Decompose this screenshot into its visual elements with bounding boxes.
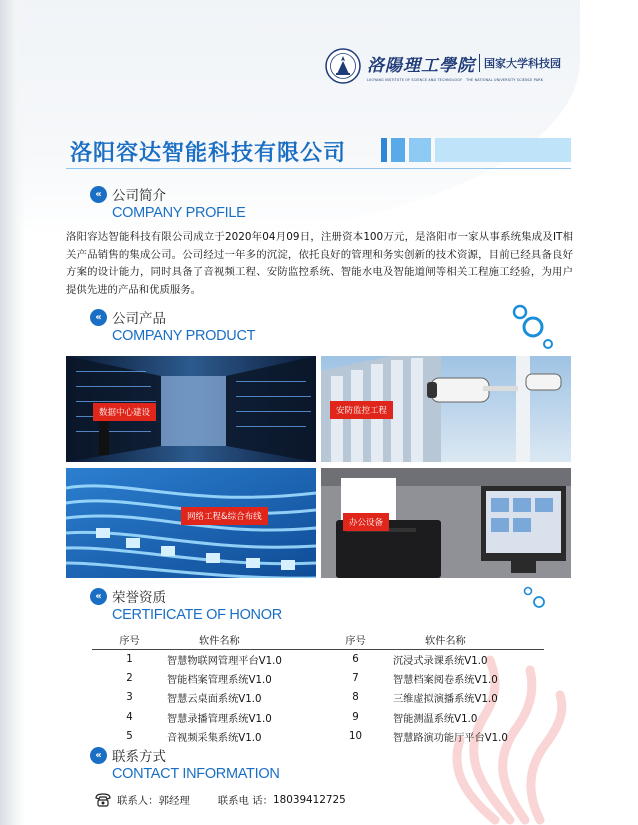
cell-name: 智能测温系统V1.0	[393, 713, 478, 725]
double-chevron-icon: «	[90, 588, 107, 605]
product-section-header	[90, 307, 255, 344]
product-tag-network: 网络工程&综合布线	[181, 507, 268, 525]
table-row	[92, 708, 544, 728]
contact-section-header	[90, 745, 280, 782]
product-datacenter-image	[66, 356, 316, 462]
table-row	[92, 649, 544, 669]
cell-name: 沉浸式录课系统V1.0	[393, 655, 488, 667]
cell-no: 1	[126, 653, 133, 665]
contact-person: 郭经理	[158, 795, 190, 807]
table-row	[92, 688, 544, 708]
cell-no: 8	[352, 692, 359, 704]
company-title: 洛阳容达智能科技有限公司	[70, 141, 347, 166]
profile-text: 洛阳容达智能科技有限公司成立于2020年04月09日，注册资本100万元，是洛阳市一家从事系统集成及IT相关产品销售的集成公司。公司经过一年多的沉淀，依托良好的管理和务实创新的技术资源，目前已经具备良好方案的设计能力，同时具备了音视频工程、安防监控系统、智能水电及智能道闸等相关工程施工经验，为用户提供先进的产品和优质服务。	[66, 231, 573, 296]
university-seal-icon	[325, 48, 361, 84]
col-header-name: 软件名称	[393, 631, 544, 649]
honor-section-header	[90, 586, 282, 623]
cell-no: 2	[126, 672, 133, 684]
col-header-no: 序号	[318, 631, 393, 649]
honor-heading-en: CERTIFICATE OF HONOR	[112, 607, 282, 623]
contact-phone-label: 联系电 话：	[217, 795, 273, 807]
bubbles-decoration-icon	[508, 302, 558, 352]
cell-name: 智慧录播管理系统V1.0	[167, 713, 272, 725]
contact-info	[95, 792, 346, 807]
university-logo	[325, 45, 595, 87]
product-security-image	[321, 356, 571, 462]
product-tag-datacenter: 数据中心建设	[93, 403, 156, 421]
cell-no: 5	[126, 731, 133, 743]
cell-no: 7	[352, 672, 359, 684]
cell-name: 智慧档案阅卷系统V1.0	[393, 674, 498, 686]
product-tag-security: 安防监控工程	[330, 401, 393, 419]
park-name-en: THE NATIONAL UNIVERSITY SCIENCE PARK	[466, 77, 544, 82]
cell-no: 6	[352, 653, 359, 665]
cell-name: 智慧云桌面系统V1.0	[167, 694, 262, 706]
cell-name: 智慧路演功能厅平台V1.0	[393, 733, 508, 745]
profile-section-header	[90, 184, 246, 221]
col-header-name: 软件名称	[167, 631, 318, 649]
school-name-en: LUOYANG INSTITUTE OF SCIENCE AND TECHNOLOGY	[367, 77, 463, 82]
cell-name: 智慧物联网管理平台V1.0	[167, 655, 282, 667]
header-background-curve	[0, 0, 580, 240]
table-header-row	[92, 631, 544, 649]
col-header-no: 序号	[92, 631, 167, 649]
contact-heading-cn: 联系方式	[112, 749, 166, 765]
title-decoration-bars	[381, 138, 571, 162]
cell-no: 3	[126, 692, 133, 704]
product-heading-cn: 公司产品	[112, 311, 166, 327]
cell-no: 4	[126, 711, 133, 723]
product-heading-en: COMPANY PRODUCT	[112, 328, 256, 344]
telephone-icon	[95, 793, 111, 807]
cell-name: 智能档案管理系统V1.0	[167, 674, 272, 686]
small-bubbles-icon	[522, 585, 548, 611]
logo-separator	[479, 54, 480, 72]
park-name-cn: 国家大学科技园	[484, 57, 561, 70]
cell-no: 10	[349, 731, 362, 743]
title-underline	[66, 168, 571, 169]
school-name-cn: 洛陽理工學院	[367, 55, 475, 76]
product-tag-office: 办公设备	[343, 513, 389, 531]
double-chevron-icon: «	[90, 747, 107, 764]
contact-heading-en: CONTACT INFORMATION	[112, 766, 280, 782]
double-chevron-icon: «	[90, 309, 107, 326]
software-certificate-table	[92, 631, 544, 747]
table-row	[92, 669, 544, 689]
cell-no: 9	[352, 711, 359, 723]
profile-heading-cn: 公司简介	[112, 188, 166, 204]
cell-name: 音视频采集系统V1.0	[167, 733, 262, 745]
left-edge-shadow	[0, 0, 26, 825]
double-chevron-icon: «	[90, 186, 107, 203]
contact-phone: 18039412725	[273, 793, 346, 806]
product-office-image	[321, 468, 571, 578]
profile-heading-en: COMPANY PROFILE	[112, 205, 246, 221]
honor-heading-cn: 荣誉资质	[112, 590, 166, 606]
cell-name: 三维虚拟演播系统V1.0	[393, 694, 498, 706]
product-network-image	[66, 468, 316, 578]
table-row	[92, 727, 544, 747]
contact-person-label: 联系人：	[117, 795, 159, 807]
